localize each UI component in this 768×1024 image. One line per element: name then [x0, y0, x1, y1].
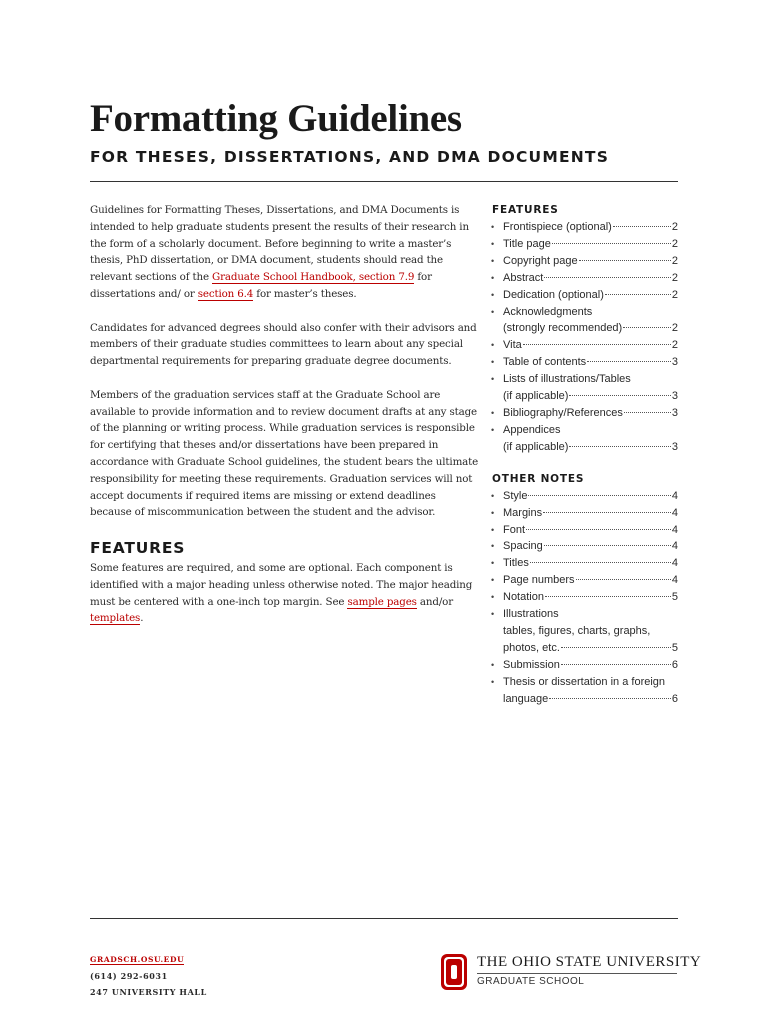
dot-leader: [543, 512, 671, 513]
toc-page-number: 3: [671, 406, 678, 419]
bullet-icon: •: [491, 558, 495, 569]
toc-item-label-line: Lists of illustrations/Tables: [503, 373, 631, 386]
main-column: [90, 202, 480, 644]
toc-entry-row: [503, 236, 678, 253]
toc-entry-row: [503, 337, 678, 354]
toc-item-label: Title page: [503, 237, 551, 250]
bullet-icon: •: [491, 541, 495, 552]
toc-page-number: 2: [671, 237, 678, 250]
page-title: Formatting Guidelines: [90, 97, 462, 140]
toc-item-label-line: Illustrations: [503, 608, 559, 621]
dot-leader: [544, 545, 671, 546]
toc-entry-row: [503, 572, 678, 589]
dot-leader: [569, 395, 670, 396]
toc-item-label: Vita: [503, 339, 522, 352]
footer-divider: [90, 918, 678, 919]
toc-page-number: 2: [671, 254, 678, 267]
toc-page-number: 2: [671, 271, 678, 284]
toc-item[interactable]: [491, 538, 678, 555]
toc-item-label: Titles: [503, 557, 529, 570]
features-text: and/or: [416, 595, 453, 608]
dot-leader: [624, 412, 671, 413]
toc-entry-row: [503, 354, 678, 371]
notes-toc-list: [491, 488, 678, 708]
toc-entry-row: [503, 691, 678, 708]
sidebar-notes-heading: OTHER NOTES: [492, 472, 585, 485]
dot-leader: [613, 226, 671, 227]
toc-entry-row: [503, 405, 678, 422]
toc-entry-row: [503, 488, 678, 505]
toc-page-number: 4: [671, 540, 678, 553]
features-toc-list: [491, 219, 678, 456]
intro-text: Guidelines for Formatting Theses, Dissertations, and DMA Documents is intended to help graduate students present the results of their research in the form of a scholarly document. Before beginning to write a master’s thesis, PhD dissertation, or DMA document, students should read the relevant sections of the: [90, 204, 469, 284]
toc-item-label: language: [503, 692, 549, 705]
toc-item[interactable]: [491, 253, 678, 270]
toc-entry-row: [503, 219, 678, 236]
bullet-icon: •: [491, 340, 495, 351]
templates-link[interactable]: templates: [90, 612, 141, 625]
block-o-logo-icon: [441, 954, 467, 990]
toc-entry-row: [503, 555, 678, 572]
toc-item-label: Table of contents: [503, 356, 587, 369]
toc-item-label-line: tables, figures, charts, graphs,: [503, 624, 651, 637]
toc-item[interactable]: [491, 606, 678, 657]
intro-text: for dissertations and/ or: [90, 271, 432, 300]
bullet-icon: •: [491, 659, 495, 670]
toc-item[interactable]: [491, 337, 678, 354]
bullet-icon: •: [491, 238, 495, 249]
handbook-section-7-9-link[interactable]: Graduate School Handbook, section 7.9: [212, 271, 415, 284]
dot-leader: [579, 260, 671, 261]
toc-page-number: 2: [671, 221, 678, 233]
toc-entry-row: [503, 657, 678, 674]
toc-entry-row: [503, 439, 678, 456]
toc-entry-row: [503, 388, 678, 405]
dot-leader: [605, 294, 671, 295]
toc-item-label: Bibliography/References: [503, 406, 623, 419]
toc-item-label: Abstract: [503, 271, 544, 284]
toc-page-number: 3: [671, 356, 678, 369]
toc-item-label: Notation: [503, 591, 544, 604]
bullet-icon: •: [491, 592, 495, 603]
dot-leader: [530, 562, 671, 563]
header-divider: [90, 181, 678, 182]
dot-leader: [545, 596, 671, 597]
university-logo: [441, 954, 702, 990]
toc-entry-row: [503, 253, 678, 270]
dot-leader: [576, 579, 671, 580]
website-link[interactable]: GRADSCH.OSU.EDU: [90, 955, 185, 964]
intro-paragraph-3: Members of the graduation services staff at the Graduate School are available to provide information and to review document drafts at any stage of the planning or writing process. While graduation services is responsible for certifying that theses and/or dissertations have been prepared in accordance with Graduate School guidelines, the student bears the ultimate responsibility for meeting these requirements. Graduation services will not accept documents if required items are missing or extend deadlines because of miscommunication between the student and the advisor.: [90, 388, 479, 519]
dot-leader: [526, 529, 671, 530]
dot-leader: [549, 698, 671, 699]
toc-item[interactable]: [491, 674, 678, 708]
toc-page-number: 4: [671, 506, 678, 519]
dot-leader: [544, 277, 671, 278]
toc-entry-row: [503, 640, 678, 657]
toc-item[interactable]: [491, 270, 678, 287]
unit-name: GRADUATE SCHOOL: [477, 976, 585, 987]
bullet-icon: •: [491, 374, 495, 385]
toc-page-number: 3: [671, 440, 678, 453]
toc-page-number: 4: [671, 574, 678, 587]
toc-entry-row: [503, 589, 678, 606]
dot-leader: [561, 664, 671, 665]
toc-item[interactable]: [491, 488, 678, 505]
toc-entry-row: [503, 538, 678, 555]
sidebar-features-heading: FEATURES: [492, 204, 559, 216]
toc-entry-row: [503, 320, 678, 337]
features-text: .: [140, 612, 144, 625]
toc-item[interactable]: [491, 354, 678, 371]
address: 247 UNIVERSITY HALL: [90, 987, 207, 997]
sample-pages-link[interactable]: sample pages: [347, 595, 417, 608]
dot-leader: [561, 647, 671, 648]
bullet-icon: •: [491, 272, 495, 283]
toc-page-number: 2: [671, 288, 678, 301]
dot-leader: [523, 344, 671, 345]
toc-page-number: 2: [671, 339, 678, 352]
intro-paragraph-2: Candidates for advanced degrees should also confer with their advisors and members of their graduate studies committees to learn about any special departmental requirements for preparing graduate degree documents.: [90, 321, 477, 368]
toc-item[interactable]: [491, 422, 678, 456]
toc-item-label: (if applicable): [503, 390, 569, 403]
bullet-icon: •: [491, 609, 495, 620]
toc-item-label: photos, etc.: [503, 641, 560, 654]
toc-item[interactable]: [491, 304, 678, 338]
toc-entry-row: [503, 270, 678, 287]
bullet-icon: •: [491, 255, 495, 266]
dot-leader: [528, 495, 670, 496]
features-heading: FEATURES: [90, 538, 186, 557]
toc-entry-row: [503, 287, 678, 304]
university-name: THE OHIO STATE UNIVERSITY: [477, 954, 702, 970]
toc-item-label-line: Appendices: [503, 423, 561, 436]
toc-item-label-line: Thesis or dissertation in a foreign: [503, 675, 666, 688]
toc-page-number: 4: [671, 489, 678, 502]
contents-sidebar: [491, 203, 678, 707]
toc-item[interactable]: [491, 589, 678, 606]
toc-item[interactable]: [491, 522, 678, 539]
toc-item-label: Submission: [503, 658, 560, 671]
toc-item-label-line: Acknowledgments: [503, 305, 593, 318]
toc-page-number: 4: [671, 557, 678, 570]
bullet-icon: •: [491, 306, 495, 317]
toc-item[interactable]: [491, 371, 678, 405]
bullet-icon: •: [491, 575, 495, 586]
dot-leader: [552, 243, 671, 244]
toc-page-number: 6: [671, 692, 678, 705]
bullet-icon: •: [491, 407, 495, 418]
features-paragraph: [90, 560, 480, 627]
toc-item[interactable]: [491, 236, 678, 253]
dot-leader: [623, 327, 671, 328]
toc-page-number: 4: [671, 523, 678, 536]
toc-page-number: 5: [671, 641, 678, 654]
toc-item[interactable]: [491, 405, 678, 422]
toc-item[interactable]: [491, 657, 678, 674]
features-text: Some features are required, and some are optional. Each component is identified with a major heading unless otherwise noted. The major heading must be centered with a one-inch top margin. See: [90, 561, 473, 608]
phone-number: (614) 292-6031: [90, 971, 168, 981]
toc-item-label: Spacing: [503, 540, 543, 553]
logo-divider: [477, 973, 677, 974]
toc-item[interactable]: [491, 572, 678, 589]
toc-entry-row: [503, 505, 678, 522]
toc-entry-row: [503, 522, 678, 539]
intro-text: for master’s theses.: [253, 287, 357, 300]
dot-leader: [587, 361, 671, 362]
intro-paragraph-1: [90, 202, 480, 303]
toc-item-label: Font: [503, 523, 526, 536]
bullet-icon: •: [491, 424, 495, 435]
toc-item[interactable]: [491, 505, 678, 522]
toc-page-number: 2: [671, 322, 678, 335]
toc-item-label: Page numbers: [503, 574, 575, 587]
bullet-icon: •: [491, 289, 495, 300]
toc-item-label: Margins: [503, 506, 543, 519]
toc-item[interactable]: [491, 287, 678, 304]
toc-item-label: (strongly recommended): [503, 322, 623, 335]
toc-item[interactable]: [491, 555, 678, 572]
toc-item[interactable]: [491, 219, 678, 236]
bullet-icon: •: [491, 490, 495, 501]
bullet-icon: •: [491, 222, 495, 232]
toc-item-label: Frontispiece (optional): [503, 221, 612, 233]
toc-item-label: Copyright page: [503, 254, 578, 267]
bullet-icon: •: [491, 357, 495, 368]
toc-item-label: Style: [503, 489, 528, 502]
toc-item-label: Dedication (optional): [503, 288, 604, 301]
bullet-icon: •: [491, 524, 495, 535]
toc-page-number: 5: [671, 591, 678, 604]
toc-item-label: (if applicable): [503, 440, 569, 453]
dot-leader: [569, 446, 670, 447]
toc-page-number: 6: [671, 658, 678, 671]
section-6-4-link[interactable]: section 6.4: [197, 287, 254, 300]
toc-page-number: 3: [671, 390, 678, 403]
bullet-icon: •: [491, 507, 495, 518]
contact-block: [90, 947, 207, 1003]
page-subtitle: FOR THESES, DISSERTATIONS, AND DMA DOCUMENTS: [90, 148, 610, 166]
bullet-icon: •: [491, 676, 495, 687]
